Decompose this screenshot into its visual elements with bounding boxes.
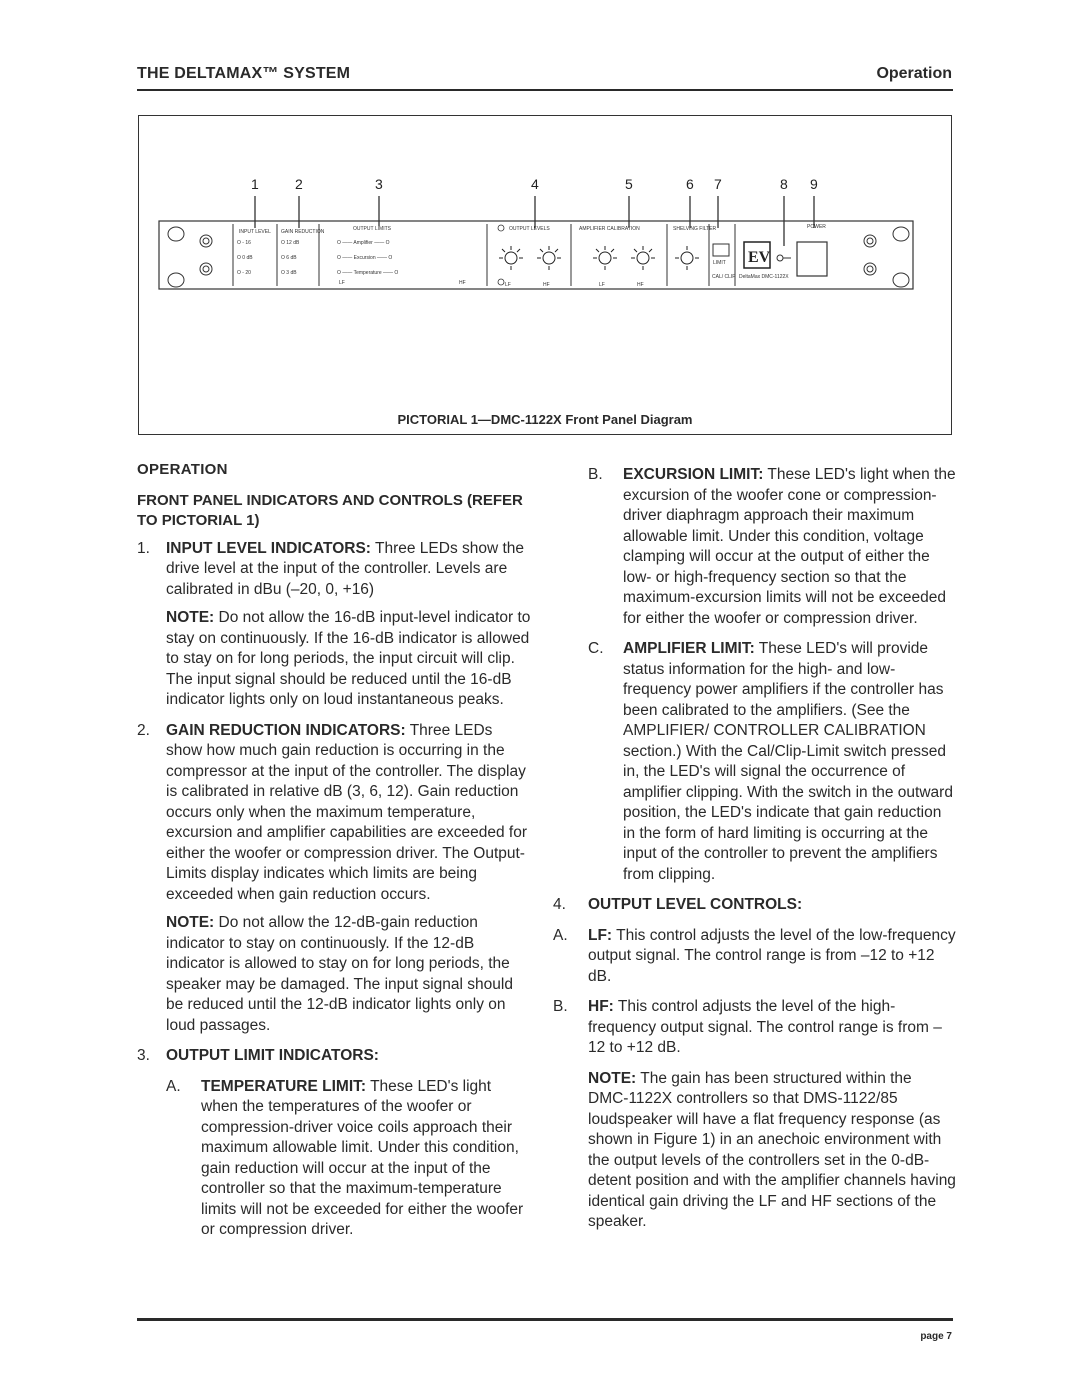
sub-item [137,1077,532,1241]
section-heading: OPERATION [137,461,228,478]
gain-row: O 12 dB [281,240,300,246]
sub-item [588,465,956,629]
item-text: Three LEDs show how much gain reduction is occurring in the compressor at the input of the controller. The display is calibrated in relative dB (3, 6, 12). Gain reduction occurs only when the maximum temperature, excursion and amplifier capabilities are exceeded for either the woofer or compression driver. The Output-Limits display indicates which limits are being exceeded when gain reduction occurs. [166,721,528,903]
gain-row: O 6 dB [281,255,297,261]
limit-row-amplifier: O —— Amplifier —— O [337,240,390,246]
item-title: GAIN REDUCTION INDICATORS: [166,721,406,739]
input-row: O - 16 [237,240,251,246]
rack-hole-icon [168,227,184,241]
sub-item [588,639,956,885]
ev-logo-text: EV [748,249,771,266]
limits-hf-label: HF [459,280,466,286]
list-item [137,721,532,1037]
cal-hf-label: HF [637,282,644,288]
input-level-label: INPUT LEVEL [239,229,271,235]
item-number: 2. [137,721,150,739]
item-number: 1. [137,539,150,557]
hf-level-knob[interactable] [537,246,561,270]
hf-calibration-knob[interactable] [631,246,655,270]
sub-item-text: These LED's light when the temperatures of the woofer or compression-driver voice coils approach their maximum allowable limit. Under this condition, gain reduction will occur at the input of the controller so that the maximum-temperature limits will not be exceeded for either the woofer or compression driver. [201,1077,524,1238]
lf-calibration-knob[interactable] [593,246,617,270]
cal-clip-label: CAL/ CLIP [712,274,736,280]
callout-5: 5 [625,176,633,192]
sub-item-text: These LED's light when the excursion of the woofer cone or compression-driver diaphragm approach their maximum allowable limit. Under this condition, voltage clamping will occur at the output of either the low- or high-frequency section so that the maximum-excursion limits will not be exceeded for either the woofer or compression driver. [623,466,956,627]
item-number: 3. [137,1047,150,1064]
sub-item-letter: B. [553,998,568,1015]
running-header-section: Operation [876,65,952,82]
shelving-filter-knob[interactable] [675,246,699,270]
amp-calibration-label: AMPLIFIER CALIBRATION [579,226,640,232]
callout-8: 8 [780,176,788,192]
list-item [137,1046,532,1241]
sub-item-letter: B. [588,466,603,483]
sub-item-text: These LED's will provide status information for the high- and low-frequency power amplifiers if the controller has been calibrated to the amplifiers. (See the AMPLIFIER/ CONTROLLER CALIBRATION section.) With the Cal/Clip-Limit switch pressed in, the LED's will signal the occurrence of amplifier clipping. With the switch in the outward position, the LED's indicate that gain reduction in the form of hard limiting is occurring at the input of the controller to prevent the amplifiers from clipping. [623,640,953,883]
item-note: NOTE: Do not allow the 12-dB-gain reduction indicator to stay on continuously. If the 12-dB indicator is allowed to stay on for long periods, the speaker may be damaged. The input signal should be reduced until the 12-dB indicator lights only on loud passages. [166,914,513,1034]
input-row: O 0 dB [237,255,253,261]
sub-item-text: This control adjusts the level of the low-frequency output signal. The control range is from –12 to +12 dB. [588,926,956,985]
item-note: NOTE: Do not allow the 16-dB input-level indicator to stay on continuously. If the 16-dB indicator is allowed to stay on for long periods, the input circuit will clip. The input signal should be reduced until the 16-dB indicator lights only on loud instantaneous peaks. [166,609,531,708]
header-rule [137,89,953,91]
sub-item-text: This control adjusts the level of the high-frequency output signal. The control range is from –12 to +12 dB. [588,998,942,1056]
power-switch[interactable] [797,242,827,276]
running-header-title: THE DELTAMAX™ SYSTEM [137,65,351,82]
list-item [553,895,956,1059]
item-title: OUTPUT LIMIT INDICATORS: [166,1047,379,1064]
item-number: 4. [553,896,566,913]
lf-level-knob[interactable] [499,246,523,270]
closing-note: NOTE: The gain has been structured within the DMC-1122X controllers so that DMS-1122/85 loudspeaker will have a flat frequency response (as shown in Figure 1) in an anechoic environment with the output levels of the controllers set in the 0-dB-detent position and with the amplifier channels having identical gain driving the LF and HF sections of the speaker. [588,1069,956,1230]
figure-caption: PICTORIAL 1—DMC-1122X Front Panel Diagram [397,412,693,427]
power-led-icon [777,255,783,261]
callout-3: 3 [375,176,383,192]
sub-item [553,926,956,988]
callout-9: 9 [810,176,818,192]
right-column [553,465,956,1233]
item-title: OUTPUT LEVEL CONTROLS: [588,896,803,913]
sub-item-letter: A. [553,926,568,944]
output-levels-label: OUTPUT LEVELS [509,226,550,232]
callout-6: 6 [686,176,694,192]
callout-4: 4 [531,176,539,192]
sub-item-title: HF: [588,998,614,1015]
rack-hole-icon [893,273,909,287]
callout-7: 7 [714,176,722,192]
rack-hole-icon [168,273,184,287]
pictorial-figure [138,115,952,435]
front-panel-diagram [139,116,951,434]
model-label: DeltaMax DMC-1122X [739,274,789,280]
limit-switch-label: LIMIT [713,260,726,266]
gain-row: O 3 dB [281,270,297,276]
levels-hf-label: HF [543,282,550,288]
sub-item-letter: A. [166,1077,181,1095]
sub-item [553,997,956,1059]
callout-1: 1 [251,176,259,192]
list-item [137,539,532,711]
cal-clip-limit-switch[interactable] [713,244,729,256]
item-text: Three LEDs show the drive level at the input of the controller. Levels are calibrated in dBu (–20, 0, +16) [166,539,525,598]
limit-row-temperature: O —— Temperature —— O [337,270,399,276]
page-number: page 7 [920,1331,952,1342]
sub-item-title: AMPLIFIER LIMIT: [623,640,755,657]
indicator-led-icon [498,225,504,231]
sub-item-letter: C. [588,640,604,657]
sub-item-title: TEMPERATURE LIMIT: [201,1077,367,1095]
shelving-filter-label: SHELVING FILTER [673,226,717,232]
cal-lf-label: LF [599,282,605,288]
callout-2: 2 [295,176,303,192]
rack-hole-icon [893,227,909,241]
subsection-heading: FRONT PANEL INDICATORS AND CONTROLS (REFER TO PICTORIAL 1) [137,491,523,529]
left-column [137,460,532,1251]
item-title: INPUT LEVEL INDICATORS: [166,539,371,557]
indicator-led-icon [498,279,504,285]
power-label: POWER [807,224,826,230]
gain-reduction-label: GAIN REDUCTION [281,229,325,235]
sub-item-title: LF: [588,926,613,944]
footer-rule [137,1318,953,1321]
limit-row-excursion: O —— Excursion —— O [337,255,393,261]
sub-item-title: EXCURSION LIMIT: [623,466,764,483]
limits-lf-label: LF [339,280,345,286]
output-limits-label: OUTPUT LIMITS [353,226,391,232]
input-row: O - 20 [237,270,251,276]
levels-lf-label: LF [505,282,511,288]
